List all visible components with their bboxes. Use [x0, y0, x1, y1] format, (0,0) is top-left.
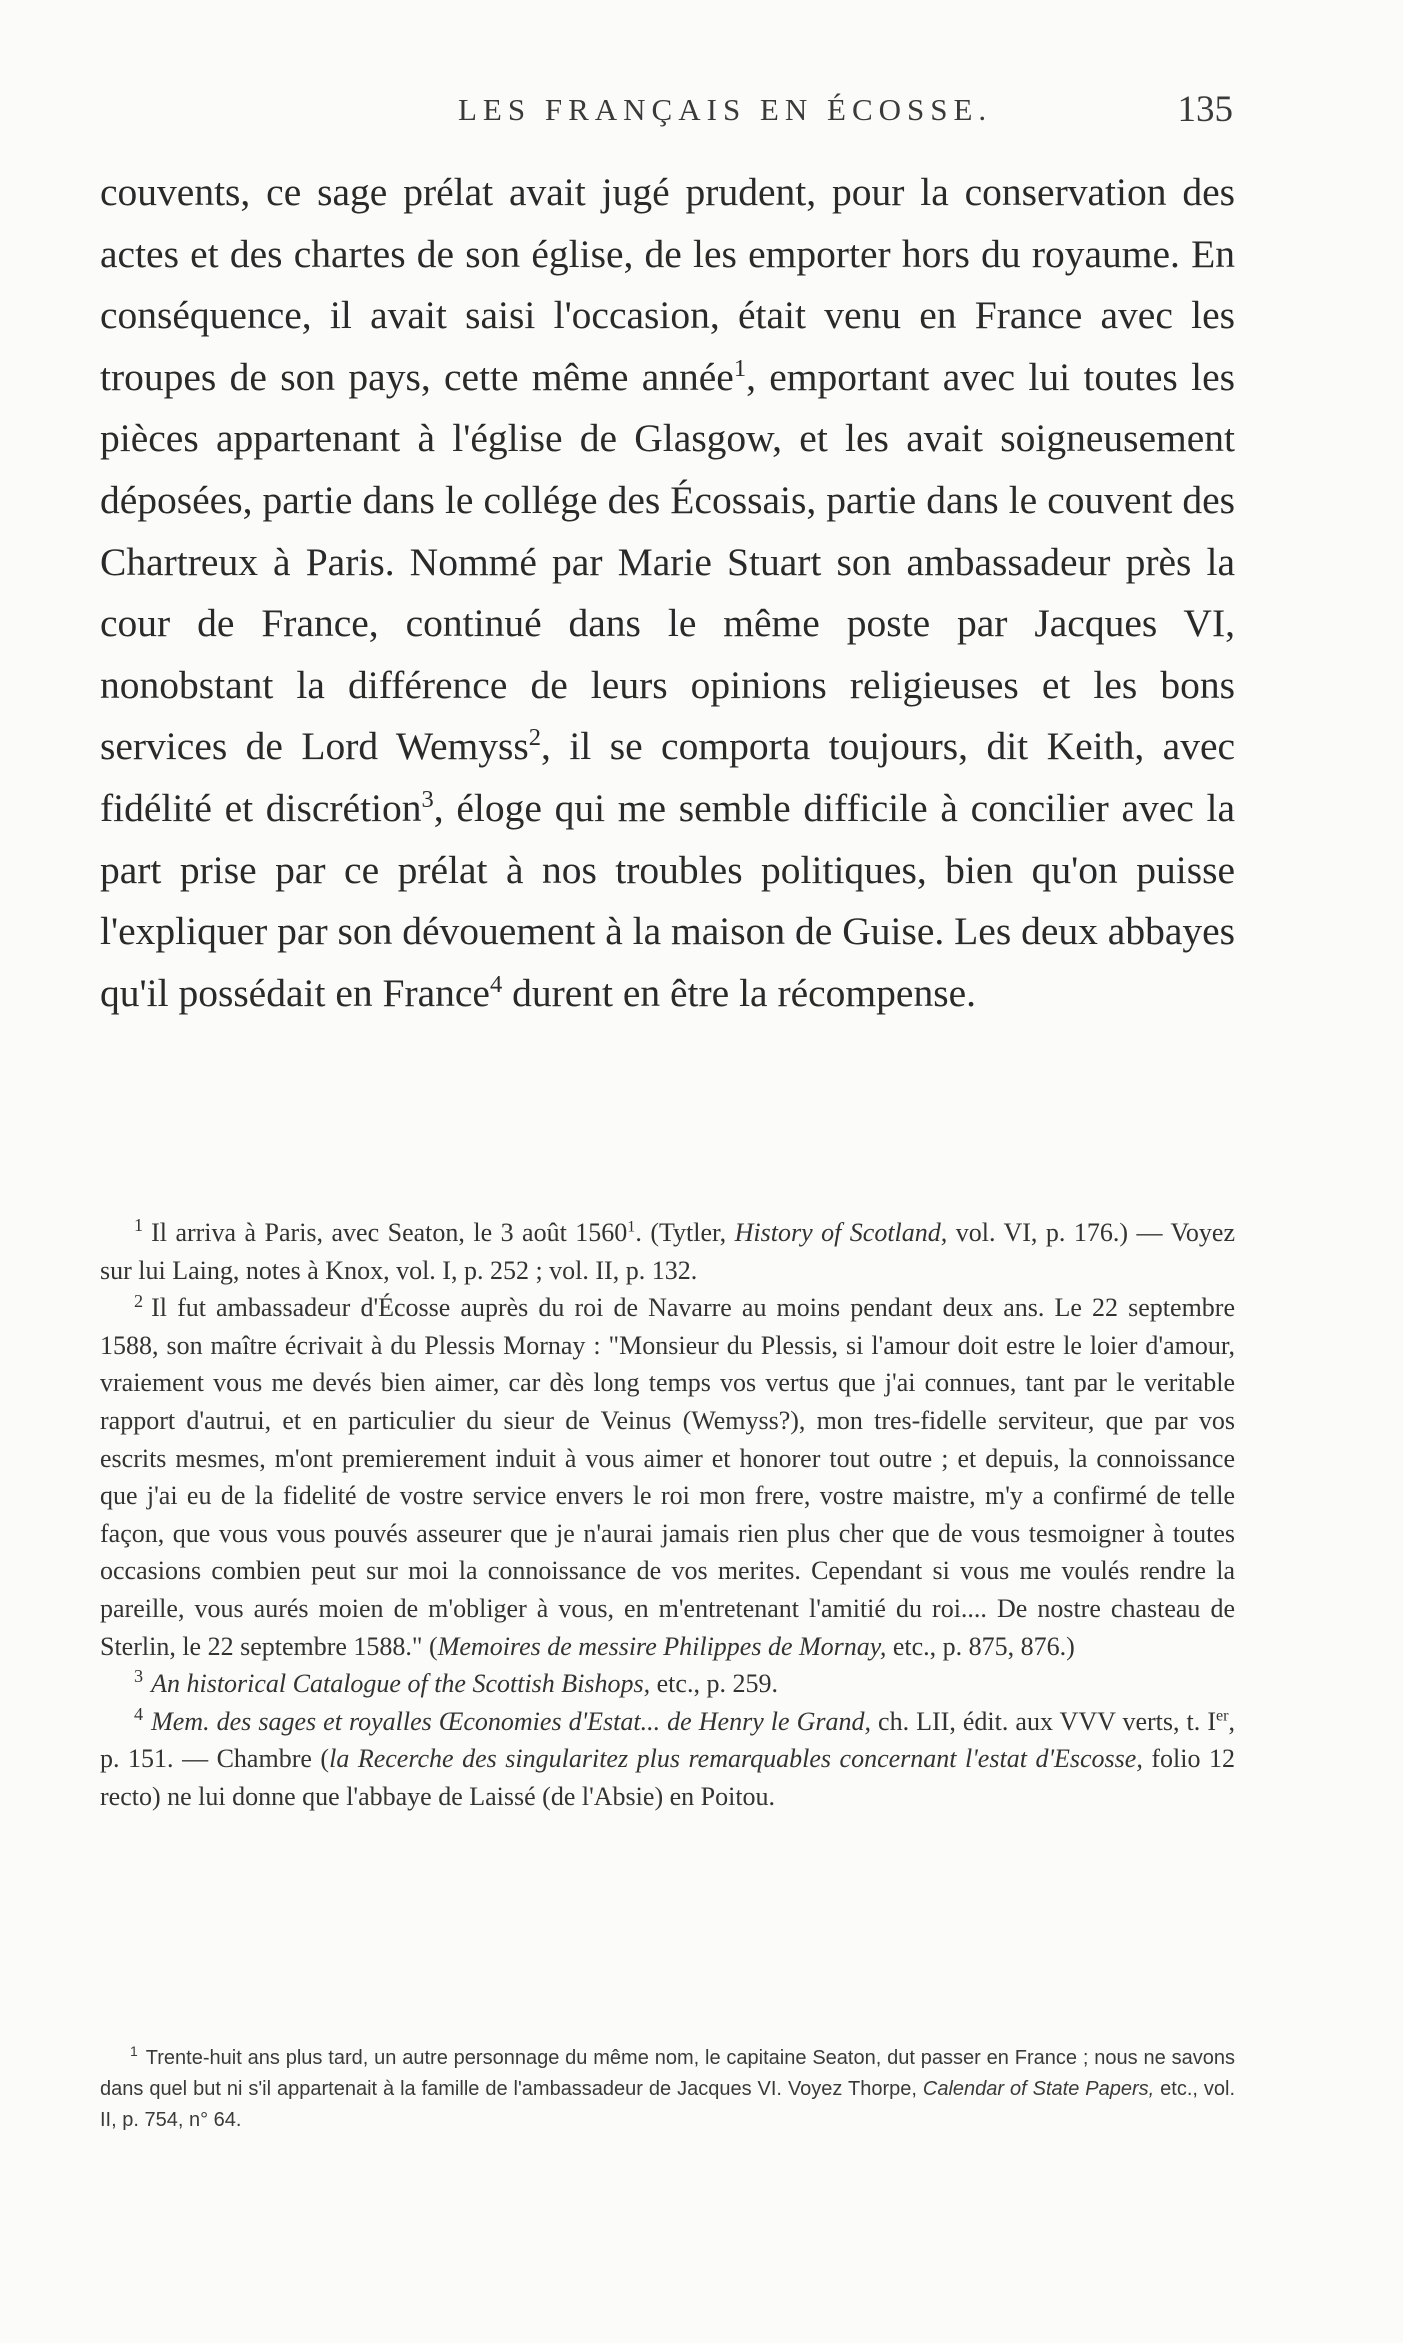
footnote-text: . (Tytler, [635, 1218, 735, 1247]
text-segment: , éloge qui me semble difficile à concilier avec la part prise par ce prélat à nos troubles politiques, bien qu'on puisse l'expliquer par son dévouement à la maison de Guise. Les deux abbayes qu'il possédait en France [100, 785, 1235, 1015]
footnote-number: 3 [134, 1666, 144, 1687]
main-paragraph [100, 162, 1235, 1024]
footnote-text: folio 12 recto) ne lui donne que l'abbaye de Laissé (de l'Absie) en Poitou. [100, 1744, 1235, 1811]
text-segment: durent en être la récompense. [502, 970, 976, 1015]
subnote-text: Trente-huit ans plus tard, un autre personnage du même nom, le capitaine Seaton, dut passer en France ; nous ne savons dans quel but ni s'il appartenait à la famille de l'ambassadeur de Jacques VI. Voyez Thorpe, [100, 2047, 1235, 2100]
footnote-number: 2 [134, 1290, 144, 1311]
subnote-text: etc., vol. II, p. 754, n° 64. [100, 2078, 1236, 2131]
footnote-3 [100, 1665, 1235, 1703]
footnote-text: etc., p. 875, 876.) [886, 1631, 1075, 1661]
subnote-ref: 1 [627, 1218, 636, 1236]
footnote-text: , p. 151. — Chambre ( [100, 1706, 1236, 1774]
cited-title: An historical Catalogue of the Scottish Bishops, [151, 1669, 651, 1699]
cited-title: Mem. des sages et royalles Œconomies d'Estat... de Henry le Grand, [151, 1706, 871, 1736]
cited-title: History of Scotland, [734, 1218, 948, 1247]
footnote-text: Il fut ambassadeur d'Écosse auprès du roi de Navarre au moins pendant deux ans. Le 22 septembre 1588, son maître écrivait à du Plessis Mornay : "Monsieur du Plessis, si l'amour doit estre le loier d'amour, vraiement vous me devés bien aimer, car dès long temps vos vertus que j'ai connues, tant par le veritable rapport d'autrui, et en particulier du sieur de Veinus (Wemyss?), mon tres-fidelle serviteur, que par vos escrits mesmes, m'ont premierement induit à vous aimer et honorer tout outre ; et depuis, la connoissance que j'ai eu de la fidelité de vostre service envers le roi mon frere, vostre maistre, m'y a confirmé de telle façon, que vous vous pouvés asseurer que je n'aurai jamais rien plus cher que de vous tesmoigner à toutes occasions combien peut sur moi la connoissance de vos merites. Cependant si vous me voulés rendre la pareille, vous aurés moien de m'obliger à vous, en m'entretenant l'amitié du roi.... De nostre chasteau de Sterlin, le 22 septembre 1588." ( [100, 1293, 1235, 1661]
text-segment: couvents, ce sage prélat avait jugé prudent, pour la conservation des actes et des chartes de son église, de les emporter hors du royaume. En conséquence, il avait saisi l'occasion, était venu en France avec les troupes de son pays, cette même année [100, 170, 1235, 399]
running-title: LES FRANÇAIS EN ÉCOSSE. [458, 92, 993, 127]
footnote-ref-2: 2 [528, 724, 542, 752]
page-number: 135 [1177, 89, 1233, 130]
footnote-text: Il arriva à Paris, avec Seaton, le 3 août 1560 [151, 1218, 628, 1247]
footnote-text: etc., p. 259. [650, 1669, 778, 1699]
footnote-ref-3: 3 [421, 785, 434, 813]
cited-title: Calendar of State Papers, [922, 2078, 1155, 2100]
footnote-number: 4 [134, 1704, 144, 1725]
text-segment: , il se comporta toujours, dit Keith, avec fidélité et discrétion [100, 724, 1236, 830]
cited-title: la Recerche des singularitez plus remarquables concernant l'estat d'Escosse, [329, 1744, 1143, 1774]
ordinal-suffix: er [1216, 1707, 1229, 1725]
footnote-2 [100, 1289, 1235, 1665]
footnote-text: vol. VI, p. 176.) — Voyez sur lui Laing, notes à Knox, vol. I, p. 252 ; vol. II, p. 132. [100, 1218, 1235, 1285]
subnote-1 [100, 2043, 1235, 2136]
footnotes [100, 1214, 1235, 1816]
footnote-text: ch. LII, édit. aux VVV verts, t. I [871, 1706, 1216, 1736]
subnote [100, 2043, 1235, 2136]
text-segment: , emportant avec lui toutes les pièces appartenant à l'église de Glasgow, et les avait soigneusement déposées, partie dans le collége des Écossais, partie dans le couvent des Chartreux à Paris. Nommé par Marie Stuart son ambassadeur près la cour de France, continué dans le même poste par Jacques VI, nonobstant la différence de leurs opinions religieuses et les bons services de Lord Wemyss [100, 354, 1235, 769]
footnote-number: 1 [134, 1215, 144, 1236]
footnote-ref-4: 4 [489, 970, 503, 998]
footnote-1 [100, 1214, 1235, 1289]
cited-title: Memoires de messire Philippes de Mornay, [437, 1631, 887, 1661]
subnote-number: 1 [130, 2043, 138, 2060]
running-header [98, 89, 1233, 142]
footnote-4 [100, 1703, 1235, 1816]
main-text [100, 162, 1235, 1024]
footnote-ref-1: 1 [733, 354, 747, 382]
